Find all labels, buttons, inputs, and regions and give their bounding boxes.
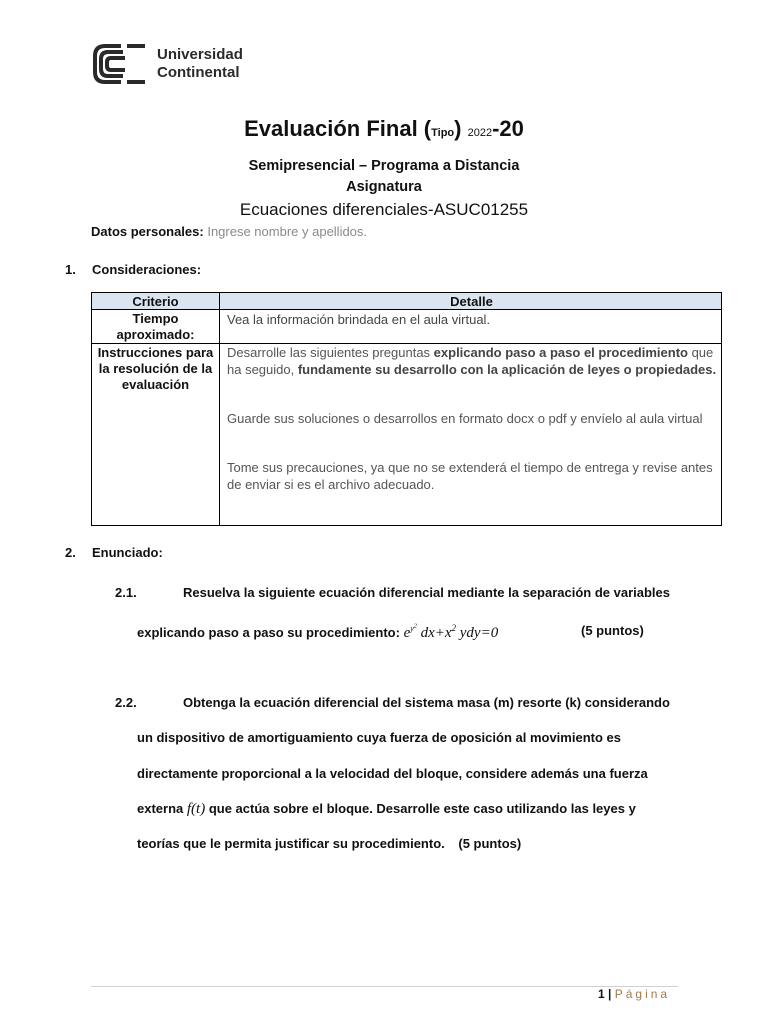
question-line: directamente proporcional a la velocidad del bloque, considere además una fuerza <box>137 766 648 781</box>
question-text: externa <box>137 801 184 816</box>
detalle-instrucciones-p1 <box>227 344 717 378</box>
footer-divider <box>91 986 678 987</box>
detalle-tiempo: Vea la información brindada en el aula virtual. <box>227 312 491 327</box>
footer-separator: | <box>608 987 612 1001</box>
title-suffix: -20 <box>492 116 524 141</box>
question-number: 2.1. <box>115 585 137 600</box>
title-tipo: Tipo <box>431 127 455 139</box>
page-number: 1 <box>598 987 605 1001</box>
section-heading <box>65 262 201 277</box>
logo-text-line2: Continental <box>157 64 240 81</box>
university-logo <box>91 42 261 86</box>
p1-text-d: fundamente su desarrollo con la aplicación de leyes o propiedades. <box>297 362 717 377</box>
personal-data-label: Datos personales: <box>91 224 204 239</box>
personal-data-field[interactable]: Ingrese nombre y apellidos. <box>207 224 368 239</box>
detalle-instrucciones-p2: Guarde sus soluciones o desarrollos en formato docx o pdf y envíelo al aula virtual <box>227 411 703 426</box>
detalle-instrucciones-p3: Tome sus precauciones, ya que no se extenderá el tiempo de entrega y revise antes de enviar si es el archivo adecuado. <box>227 460 713 492</box>
equation: $e^{y^2}$ $dx+x^2$ ydy=0 <box>403 623 499 641</box>
title-year: 2022 <box>467 127 493 139</box>
title-close: ) <box>454 116 462 141</box>
asignatura-label: Asignatura <box>346 179 422 195</box>
points-label: (5 puntos) <box>581 623 644 638</box>
subtitle: Semipresencial – Programa a Distancia <box>248 158 520 174</box>
section-number: 2. <box>65 545 76 560</box>
question-line: un dispositivo de amortiguamiento cuya fuerza de oposición al movimiento es <box>137 730 621 745</box>
question-text: teorías que le permita justificar su procedimiento. <box>137 836 445 851</box>
question-line: Resuelva la siguiente ecuación diferencial mediante la separación de variables <box>183 585 670 600</box>
page-footer <box>598 987 670 1001</box>
footer-label: Página <box>614 987 671 1001</box>
section-title: Consideraciones: <box>92 262 202 277</box>
column-divider <box>219 293 220 525</box>
question-text: explicando paso a paso su procedimiento: <box>137 625 400 640</box>
question-line: Obtenga la ecuación diferencial del sistema masa (m) resorte (k) considerando <box>183 695 670 710</box>
question-line <box>137 836 521 851</box>
p1-text-a: Desarrolle las siguientes preguntas <box>227 345 434 360</box>
question-number: 2.2. <box>115 695 137 710</box>
p1-text-c: que ha seguido, <box>227 345 714 377</box>
criteria-table <box>91 292 722 526</box>
question-line <box>137 623 498 642</box>
page-title <box>0 116 768 142</box>
title-main: Evaluación Final ( <box>244 116 432 141</box>
logo-mark-icon <box>91 42 151 86</box>
course-name: Ecuaciones diferenciales-ASUC01255 <box>239 200 529 219</box>
section-heading <box>65 545 163 560</box>
question-line <box>137 801 636 818</box>
criterio-tiempo: Tiempo aproximado: <box>116 311 195 342</box>
question-text: que actúa sobre el bloque. Desarrolle este caso utilizando las leyes y <box>208 801 636 816</box>
logo-text-line1: Universidad <box>157 46 243 63</box>
criterio-instrucciones: Instrucciones para la resolución de la evaluación <box>97 345 214 392</box>
header-detalle: Detalle <box>450 294 493 309</box>
personal-data <box>91 224 367 239</box>
section-title: Enunciado: <box>92 545 163 560</box>
header-criterio: Criterio <box>132 294 179 309</box>
p1-text-b: explicando paso a paso el procedimiento <box>433 345 688 360</box>
points-label: (5 puntos) <box>458 836 522 851</box>
section-number: 1. <box>65 262 76 277</box>
force-expression: f(t) <box>186 801 206 817</box>
